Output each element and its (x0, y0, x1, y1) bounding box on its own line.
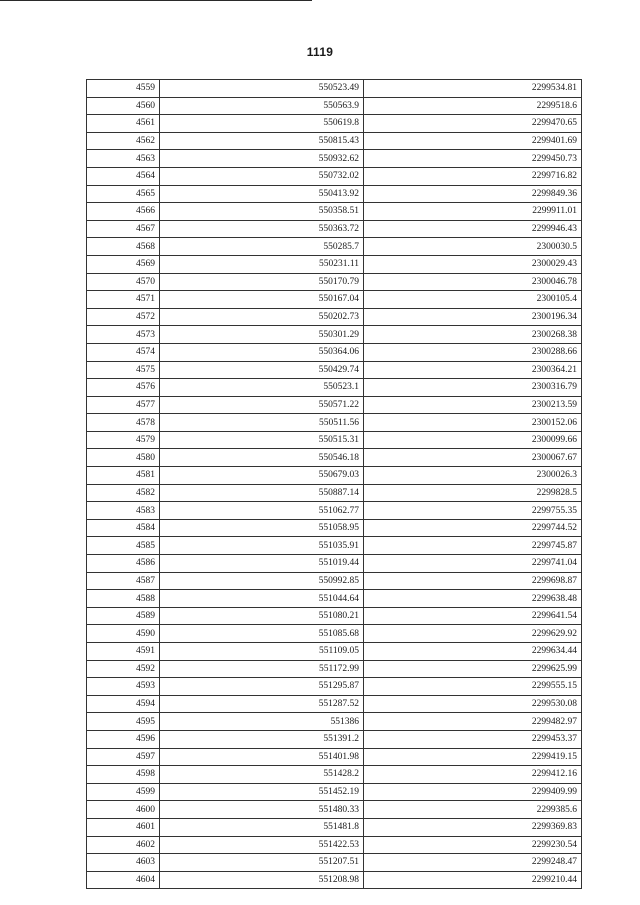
table-row (87, 607, 582, 625)
x-coordinate-cell: 551480.33 (160, 801, 364, 819)
y-coordinate-cell: 2299745.87 (364, 537, 582, 555)
top-rule (0, 0, 312, 1)
table-row (87, 396, 582, 414)
x-coordinate-cell: 550523.1 (160, 379, 364, 397)
x-coordinate-cell: 551080.21 (160, 607, 364, 625)
x-coordinate-cell: 550363.72 (160, 220, 364, 238)
x-coordinate-cell: 551109.05 (160, 643, 364, 661)
table-row (87, 115, 582, 133)
y-coordinate-cell: 2299385.6 (364, 801, 582, 819)
point-number-cell: 4582 (87, 484, 160, 502)
x-coordinate-cell: 551058.95 (160, 519, 364, 537)
y-coordinate-cell: 2300288.66 (364, 343, 582, 361)
table-row (87, 660, 582, 678)
point-number-cell: 4600 (87, 801, 160, 819)
x-coordinate-cell: 551481.8 (160, 818, 364, 836)
point-number-cell: 4567 (87, 220, 160, 238)
x-coordinate-cell: 551062.77 (160, 502, 364, 520)
point-number-cell: 4560 (87, 97, 160, 115)
point-number-cell: 4579 (87, 431, 160, 449)
x-coordinate-cell: 551386 (160, 713, 364, 731)
y-coordinate-cell: 2299530.08 (364, 695, 582, 713)
point-number-cell: 4577 (87, 396, 160, 414)
point-number-cell: 4584 (87, 519, 160, 537)
table-row (87, 238, 582, 256)
y-coordinate-cell: 2300213.59 (364, 396, 582, 414)
y-coordinate-cell: 2299638.48 (364, 590, 582, 608)
point-number-cell: 4569 (87, 255, 160, 273)
table-row (87, 132, 582, 150)
x-coordinate-cell: 551401.98 (160, 748, 364, 766)
table-row (87, 484, 582, 502)
x-coordinate-cell: 551207.51 (160, 854, 364, 872)
x-coordinate-cell: 550231.11 (160, 255, 364, 273)
table-row (87, 273, 582, 291)
table-row (87, 291, 582, 309)
x-coordinate-cell: 550202.73 (160, 308, 364, 326)
point-number-cell: 4583 (87, 502, 160, 520)
y-coordinate-cell: 2300029.43 (364, 255, 582, 273)
table-row (87, 203, 582, 221)
point-number-cell: 4564 (87, 167, 160, 185)
point-number-cell: 4563 (87, 150, 160, 168)
y-coordinate-cell: 2299419.15 (364, 748, 582, 766)
x-coordinate-cell: 551085.68 (160, 625, 364, 643)
page-number: 1119 (306, 45, 334, 59)
x-coordinate-cell: 551208.98 (160, 871, 364, 889)
point-number-cell: 4576 (87, 379, 160, 397)
table-row (87, 150, 582, 168)
x-coordinate-cell: 550932.62 (160, 150, 364, 168)
table-row (87, 502, 582, 520)
y-coordinate-cell: 2299470.65 (364, 115, 582, 133)
point-number-cell: 4575 (87, 361, 160, 379)
coordinates-table (86, 79, 582, 889)
y-coordinate-cell: 2299741.04 (364, 555, 582, 573)
y-coordinate-cell: 2299641.54 (364, 607, 582, 625)
table-row (87, 818, 582, 836)
point-number-cell: 4602 (87, 836, 160, 854)
table-row (87, 625, 582, 643)
x-coordinate-cell: 551019.44 (160, 555, 364, 573)
point-number-cell: 4585 (87, 537, 160, 555)
table-row (87, 854, 582, 872)
point-number-cell: 4601 (87, 818, 160, 836)
point-number-cell: 4592 (87, 660, 160, 678)
x-coordinate-cell: 550413.92 (160, 185, 364, 203)
table-row (87, 713, 582, 731)
y-coordinate-cell: 2300030.5 (364, 238, 582, 256)
table-row (87, 167, 582, 185)
y-coordinate-cell: 2299210.44 (364, 871, 582, 889)
table-row (87, 431, 582, 449)
table-row (87, 467, 582, 485)
y-coordinate-cell: 2300046.78 (364, 273, 582, 291)
table-row (87, 871, 582, 889)
x-coordinate-cell: 550992.85 (160, 572, 364, 590)
y-coordinate-cell: 2300099.66 (364, 431, 582, 449)
table-row (87, 766, 582, 784)
point-number-cell: 4572 (87, 308, 160, 326)
y-coordinate-cell: 2299482.97 (364, 713, 582, 731)
y-coordinate-cell: 2299698.87 (364, 572, 582, 590)
point-number-cell: 4578 (87, 414, 160, 432)
y-coordinate-cell: 2300268.38 (364, 326, 582, 344)
point-number-cell: 4568 (87, 238, 160, 256)
point-number-cell: 4597 (87, 748, 160, 766)
point-number-cell: 4574 (87, 343, 160, 361)
point-number-cell: 4595 (87, 713, 160, 731)
point-number-cell: 4599 (87, 783, 160, 801)
point-number-cell: 4570 (87, 273, 160, 291)
x-coordinate-cell: 550732.02 (160, 167, 364, 185)
x-coordinate-cell: 551391.2 (160, 730, 364, 748)
point-number-cell: 4591 (87, 643, 160, 661)
point-number-cell: 4559 (87, 80, 160, 98)
y-coordinate-cell: 2300026.3 (364, 467, 582, 485)
y-coordinate-cell: 2299248.47 (364, 854, 582, 872)
table-row (87, 783, 582, 801)
table-row (87, 97, 582, 115)
y-coordinate-cell: 2300316.79 (364, 379, 582, 397)
point-number-cell: 4561 (87, 115, 160, 133)
y-coordinate-cell: 2299625.99 (364, 660, 582, 678)
point-number-cell: 4603 (87, 854, 160, 872)
point-number-cell: 4581 (87, 467, 160, 485)
x-coordinate-cell: 550167.04 (160, 291, 364, 309)
point-number-cell: 4594 (87, 695, 160, 713)
table-row (87, 343, 582, 361)
y-coordinate-cell: 2300152.06 (364, 414, 582, 432)
y-coordinate-cell: 2300067.67 (364, 449, 582, 467)
x-coordinate-cell: 550285.7 (160, 238, 364, 256)
x-coordinate-cell: 550358.51 (160, 203, 364, 221)
table-row (87, 590, 582, 608)
point-number-cell: 4587 (87, 572, 160, 590)
table-row (87, 730, 582, 748)
x-coordinate-cell: 551295.87 (160, 678, 364, 696)
table-row (87, 836, 582, 854)
x-coordinate-cell: 550815.43 (160, 132, 364, 150)
point-number-cell: 4586 (87, 555, 160, 573)
point-number-cell: 4590 (87, 625, 160, 643)
x-coordinate-cell: 550523.49 (160, 80, 364, 98)
x-coordinate-cell: 550563.9 (160, 97, 364, 115)
y-coordinate-cell: 2299911.01 (364, 203, 582, 221)
table-row (87, 678, 582, 696)
y-coordinate-cell: 2299412.16 (364, 766, 582, 784)
point-number-cell: 4593 (87, 678, 160, 696)
x-coordinate-cell: 550429.74 (160, 361, 364, 379)
table-row (87, 308, 582, 326)
x-coordinate-cell: 551422.53 (160, 836, 364, 854)
point-number-cell: 4580 (87, 449, 160, 467)
y-coordinate-cell: 2299946.43 (364, 220, 582, 238)
x-coordinate-cell: 551428.2 (160, 766, 364, 784)
point-number-cell: 4604 (87, 871, 160, 889)
x-coordinate-cell: 550546.18 (160, 449, 364, 467)
table-row (87, 519, 582, 537)
y-coordinate-cell: 2299453.37 (364, 730, 582, 748)
table-row (87, 537, 582, 555)
point-number-cell: 4571 (87, 291, 160, 309)
y-coordinate-cell: 2299369.83 (364, 818, 582, 836)
y-coordinate-cell: 2299755.35 (364, 502, 582, 520)
y-coordinate-cell: 2299450.73 (364, 150, 582, 168)
table-row (87, 695, 582, 713)
table-row (87, 449, 582, 467)
x-coordinate-cell: 550515.31 (160, 431, 364, 449)
table-row (87, 643, 582, 661)
table-row (87, 379, 582, 397)
table-row (87, 748, 582, 766)
point-number-cell: 4573 (87, 326, 160, 344)
table-row (87, 801, 582, 819)
coordinates-table-body (87, 80, 582, 889)
table-row (87, 572, 582, 590)
y-coordinate-cell: 2299555.15 (364, 678, 582, 696)
point-number-cell: 4565 (87, 185, 160, 203)
x-coordinate-cell: 550301.29 (160, 326, 364, 344)
y-coordinate-cell: 2299828.5 (364, 484, 582, 502)
x-coordinate-cell: 551287.52 (160, 695, 364, 713)
x-coordinate-cell: 550619.8 (160, 115, 364, 133)
y-coordinate-cell: 2299634.44 (364, 643, 582, 661)
point-number-cell: 4596 (87, 730, 160, 748)
x-coordinate-cell: 550364.06 (160, 343, 364, 361)
table-row (87, 185, 582, 203)
point-number-cell: 4598 (87, 766, 160, 784)
y-coordinate-cell: 2300196.34 (364, 308, 582, 326)
point-number-cell: 4566 (87, 203, 160, 221)
table-row (87, 361, 582, 379)
y-coordinate-cell: 2299401.69 (364, 132, 582, 150)
x-coordinate-cell: 550679.03 (160, 467, 364, 485)
y-coordinate-cell: 2299518.6 (364, 97, 582, 115)
x-coordinate-cell: 550887.14 (160, 484, 364, 502)
point-number-cell: 4589 (87, 607, 160, 625)
y-coordinate-cell: 2299716.82 (364, 167, 582, 185)
x-coordinate-cell: 551044.64 (160, 590, 364, 608)
y-coordinate-cell: 2299534.81 (364, 80, 582, 98)
table-row (87, 255, 582, 273)
x-coordinate-cell: 551172.99 (160, 660, 364, 678)
x-coordinate-cell: 551452.19 (160, 783, 364, 801)
y-coordinate-cell: 2299629.92 (364, 625, 582, 643)
y-coordinate-cell: 2299849.36 (364, 185, 582, 203)
table-row (87, 326, 582, 344)
y-coordinate-cell: 2299744.52 (364, 519, 582, 537)
table-row (87, 80, 582, 98)
x-coordinate-cell: 550571.22 (160, 396, 364, 414)
y-coordinate-cell: 2299409.99 (364, 783, 582, 801)
x-coordinate-cell: 551035.91 (160, 537, 364, 555)
table-row (87, 555, 582, 573)
table-row (87, 220, 582, 238)
x-coordinate-cell: 550170.79 (160, 273, 364, 291)
point-number-cell: 4588 (87, 590, 160, 608)
y-coordinate-cell: 2299230.54 (364, 836, 582, 854)
y-coordinate-cell: 2300105.4 (364, 291, 582, 309)
point-number-cell: 4562 (87, 132, 160, 150)
x-coordinate-cell: 550511.56 (160, 414, 364, 432)
table-row (87, 414, 582, 432)
y-coordinate-cell: 2300364.21 (364, 361, 582, 379)
